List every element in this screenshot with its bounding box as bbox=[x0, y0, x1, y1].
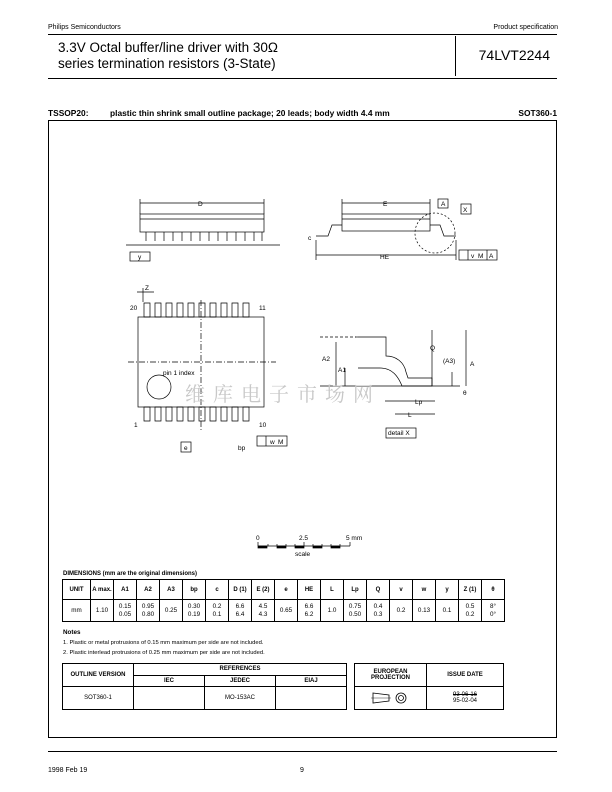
dim-header-cell: v bbox=[390, 580, 413, 600]
issue-date-new: 95-02-04 bbox=[452, 698, 478, 704]
dim-header-cell: A max. bbox=[91, 580, 114, 600]
company-name: Philips Semiconductors bbox=[48, 24, 121, 31]
top-view-lower-leads bbox=[144, 407, 249, 421]
watermark: 维库电子市场网 bbox=[185, 382, 381, 406]
references-table bbox=[62, 663, 504, 710]
footer-rule bbox=[48, 751, 557, 752]
dim-header-cell: D (1) bbox=[229, 580, 252, 600]
dim-header-cell: Q bbox=[367, 580, 390, 600]
issue-date-value bbox=[427, 687, 504, 710]
label-X: X bbox=[463, 207, 468, 214]
dim-header-cell: UNIT bbox=[63, 580, 91, 600]
label-Q: Q bbox=[430, 345, 436, 352]
dim-value-cell: 6.6 6.4 bbox=[229, 600, 252, 622]
title-line-1: 3.3V Octal buffer/line driver with 30Ω bbox=[58, 40, 278, 55]
label-A1: A1 bbox=[338, 367, 346, 374]
dim-value-cell: mm bbox=[63, 600, 91, 622]
projection-symbol bbox=[355, 687, 427, 710]
issue-date-header: ISSUE DATE bbox=[427, 664, 504, 687]
page-number: 9 bbox=[300, 767, 304, 774]
note-2: 2. Plastic interlead protrusions of 0.25 mm maximum per side are not included. bbox=[63, 650, 265, 656]
dim-value-cell: 1.10 bbox=[91, 600, 114, 622]
dim-header-cell: E (2) bbox=[252, 580, 275, 600]
iec-value bbox=[134, 687, 205, 710]
pin-11-label: 11 bbox=[259, 305, 266, 312]
dim-header-cell: bp bbox=[183, 580, 206, 600]
label-w: w bbox=[270, 439, 275, 446]
label-A3: (A3) bbox=[443, 358, 456, 365]
footer-date: 1998 Feb 19 bbox=[48, 767, 88, 774]
dim-header-cell: L bbox=[321, 580, 344, 600]
dim-value-cell: 0.13 bbox=[413, 600, 436, 622]
note-1: 1. Plastic or metal protrusions of 0.15 mm maximum per side are not included. bbox=[63, 640, 264, 646]
dimensions-table bbox=[62, 579, 505, 622]
dim-value-cell: 0.25 bbox=[160, 600, 183, 622]
dim-header-cell: y bbox=[436, 580, 459, 600]
dim-value-cell: 6.6 6.2 bbox=[298, 600, 321, 622]
label-A-detail: A bbox=[470, 361, 475, 368]
label-M-w: M bbox=[278, 439, 284, 446]
label-M: M bbox=[478, 253, 484, 260]
dimensions-title: DIMENSIONS (mm are the original dimensions) bbox=[63, 571, 198, 577]
projection-icon bbox=[371, 690, 411, 704]
dim-value-cell: 0.1 bbox=[436, 600, 459, 622]
scale-5mm: 5 mm bbox=[346, 535, 363, 542]
dim-header-cell: Z (1) bbox=[459, 580, 482, 600]
eiaj-value bbox=[276, 687, 347, 710]
iec-header: IEC bbox=[134, 675, 205, 687]
label-HE: HE bbox=[380, 254, 390, 261]
dim-header-cell: θ bbox=[482, 580, 505, 600]
dim-value-cell: 0.15 0.05 bbox=[114, 600, 137, 622]
label-v: v bbox=[471, 253, 475, 260]
package-description: plastic thin shrink small outline package; 20 leads; body width 4.4 mm bbox=[110, 108, 390, 118]
label-c: c bbox=[308, 235, 312, 242]
dim-value-cell: 0.5 0.2 bbox=[459, 600, 482, 622]
jedec-header: JEDEC bbox=[205, 675, 276, 687]
detail-x-label: detail X bbox=[388, 430, 410, 437]
outline-version-header: OUTLINE VERSION bbox=[63, 664, 134, 687]
dim-header-cell: w bbox=[413, 580, 436, 600]
datum-A-ref: A bbox=[489, 253, 494, 260]
dim-header-cell: A1 bbox=[114, 580, 137, 600]
pin-20-label: 20 bbox=[130, 305, 138, 312]
notes-title: Notes bbox=[63, 629, 81, 636]
eiaj-header: EIAJ bbox=[276, 675, 347, 687]
references-header: REFERENCES bbox=[134, 664, 347, 676]
doc-type: Product specification bbox=[493, 24, 558, 31]
dim-value-cell: 0.95 0.80 bbox=[137, 600, 160, 622]
label-Lp: Lp bbox=[415, 399, 423, 406]
label-theta: θ bbox=[463, 390, 467, 397]
dim-value-cell: 0.2 0.1 bbox=[206, 600, 229, 622]
top-view-upper-leads bbox=[144, 303, 249, 317]
label-D: D bbox=[198, 201, 203, 208]
pin-1-label: 1 bbox=[134, 422, 138, 429]
dim-value-cell: 0.30 0.19 bbox=[183, 600, 206, 622]
dim-value-cell: 0.75 0.50 bbox=[344, 600, 367, 622]
dim-value-cell: 0.65 bbox=[275, 600, 298, 622]
dim-header-cell: c bbox=[206, 580, 229, 600]
dim-value-cell: 1.0 bbox=[321, 600, 344, 622]
dimensions-header-row bbox=[63, 580, 505, 600]
dim-header-cell: A2 bbox=[137, 580, 160, 600]
datum-A: A bbox=[441, 201, 446, 208]
side-view-leads bbox=[146, 232, 262, 241]
label-A2: A2 bbox=[322, 356, 330, 363]
scale-0: 0 bbox=[256, 535, 260, 542]
jedec-value: MO-153AC bbox=[205, 687, 276, 710]
title-line-2: series termination resistors (3-State) bbox=[58, 56, 276, 71]
dim-value-cell: 0.2 bbox=[390, 600, 413, 622]
dimensions-data-row bbox=[63, 600, 505, 622]
dim-header-cell: Lp bbox=[344, 580, 367, 600]
issue-date-old: 93-06-16 bbox=[452, 692, 478, 698]
pin-10-label: 10 bbox=[259, 422, 267, 429]
label-L: L bbox=[408, 412, 412, 419]
outline-version-value: SOT360-1 bbox=[63, 687, 134, 710]
part-number: 74LVT2244 bbox=[478, 47, 550, 63]
label-bp: bp bbox=[238, 445, 246, 452]
package-name: TSSOP20: bbox=[48, 108, 89, 118]
label-Z: Z bbox=[145, 285, 149, 292]
european-projection-header: EUROPEAN PROJECTION bbox=[355, 664, 427, 687]
gap-cell bbox=[347, 687, 355, 710]
dim-value-cell: 8° 0° bbox=[482, 600, 505, 622]
scale-label: scale bbox=[295, 551, 311, 558]
label-e: e bbox=[184, 445, 188, 452]
dim-header-cell: e bbox=[275, 580, 298, 600]
dim-header-cell: HE bbox=[298, 580, 321, 600]
scale-2-5: 2.5 bbox=[299, 535, 309, 542]
dim-value-cell: 4.5 4.3 bbox=[252, 600, 275, 622]
label-E: E bbox=[383, 201, 388, 208]
label-y: y bbox=[138, 254, 142, 261]
dim-value-cell: 0.4 0.3 bbox=[367, 600, 390, 622]
dim-header-cell: A3 bbox=[160, 580, 183, 600]
gap-cell bbox=[347, 664, 355, 687]
package-code: SOT360-1 bbox=[518, 108, 557, 118]
pin-1-index-label: pin 1 index bbox=[163, 370, 195, 377]
